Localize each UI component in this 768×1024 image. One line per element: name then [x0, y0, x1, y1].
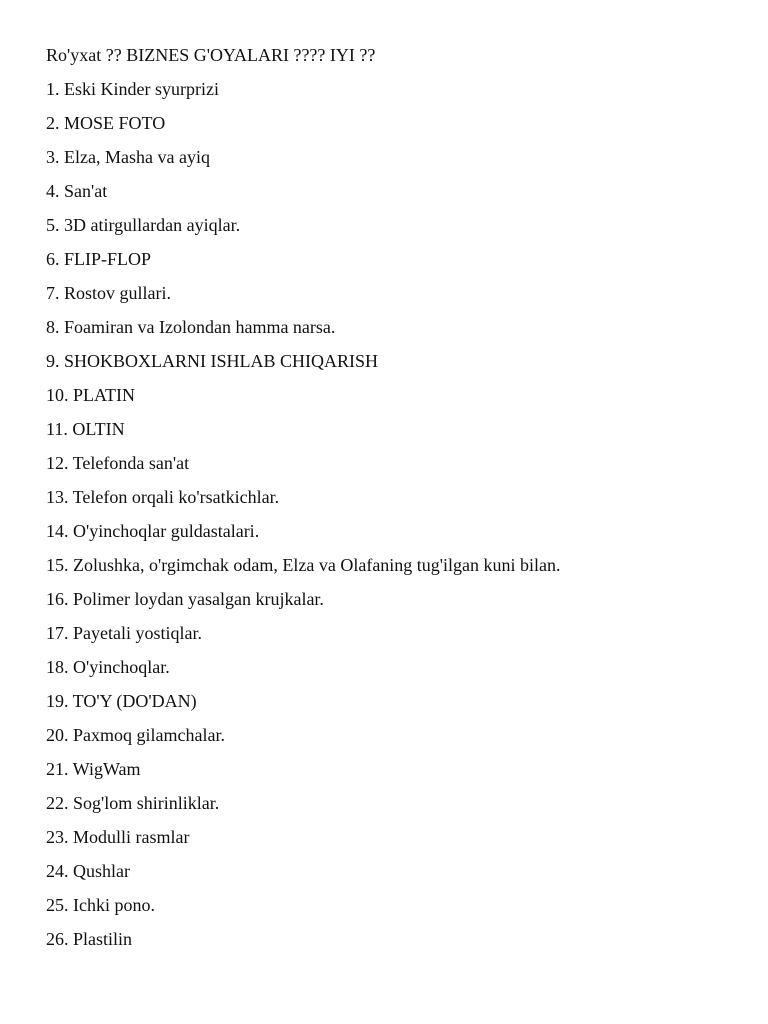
list-item-17: 17. Payetali yostiqlar. [46, 623, 202, 643]
list-item-15: 15. Zolushka, o'rgimchak odam, Elza va Olafaning tug'ilgan kuni bilan. [46, 555, 561, 575]
list-item-13: 13. Telefon orqali ko'rsatkichlar. [46, 487, 280, 507]
list-item-20: 20. Paxmoq gilamchalar. [46, 725, 225, 745]
list-item-6: 6. FLIP-FLOP [46, 249, 152, 269]
list-item-1: 1. Eski Kinder syurprizi [46, 79, 219, 99]
document-title: Ro'yxat ?? BIZNES G'OYALARI ???? IYI ?? [46, 45, 376, 65]
list-item-12: 12. Telefonda san'at [46, 453, 190, 473]
list-item-23: 23. Modulli rasmlar [46, 827, 190, 847]
list-item-16: 16. Polimer loydan yasalgan krujkalar. [46, 589, 324, 609]
list-item-25: 25. Ichki pono. [46, 895, 155, 915]
list-item-24: 24. Qushlar [46, 861, 130, 881]
list-item-26: 26. Plastilin [46, 929, 133, 949]
list-item-21: 21. WigWam [46, 759, 141, 779]
list-item-9: 9. SHOKBOXLARNI ISHLAB CHIQARISH [46, 351, 379, 371]
list-item-7: 7. Rostov gullari. [46, 283, 171, 303]
list-item-2: 2. MOSE FOTO [46, 113, 166, 133]
list-item-5: 5. 3D atirgullardan ayiqlar. [46, 215, 241, 235]
list-item-14: 14. O'yinchoqlar guldastalari. [46, 521, 260, 541]
list-item-22: 22. Sog'lom shirinliklar. [46, 793, 220, 813]
list-item-19: 19. TO'Y (DO'DAN) [46, 691, 197, 711]
list-item-3: 3. Elza, Masha va ayiq [46, 147, 210, 167]
document-body [46, 43, 746, 961]
list-item-10: 10. PLATIN [46, 385, 135, 405]
list-item-8: 8. Foamiran va Izolondan hamma narsa. [46, 317, 336, 337]
list-item-18: 18. O'yinchoqlar. [46, 657, 170, 677]
list-item-4: 4. San'at [46, 181, 108, 201]
list-item-11: 11. OLTIN [46, 419, 125, 439]
